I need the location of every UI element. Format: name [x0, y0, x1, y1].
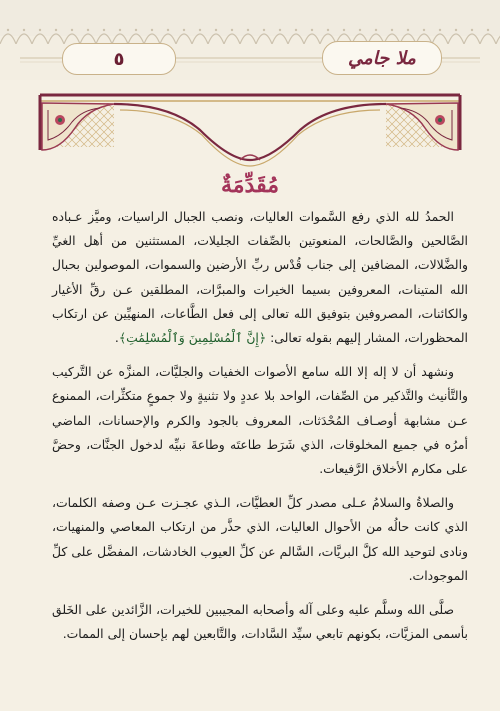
section-title: مُقَدِّمَةٌ	[220, 172, 280, 198]
body-text	[52, 205, 468, 656]
paragraph-text: الحمدُ لله الذي رفع السَّموات العاليات، ونصب الجبال الراسيات، وميَّز عـباده الصَّالحين والصَّالحات، المنعوتين بالصِّفات الجليلات، المستثنين من أهل الغيِّ والضَّلالات، المضافين إلى جناب قُدْس ربِّ الأرضين والسموات، الموصولين بحبال الله المتينات، المعروفين بسيما الخيرات والمبرَّات، المطلقين عـن رقِّ الأغيار والكائنات، المصروفين بتوفيق الله تعالى إلى فعل الطَّاعات، المنهيِّين عن ارتكاب المحظورات، المشار إليهم بقوله تعالى:	[52, 209, 468, 346]
quran-verse: ﴿إِنَّ ٱلْمُسْلِمِينَ وَٱلْمُسْلِمَٰتِ﴾	[118, 330, 267, 346]
paragraph: صلَّى الله وسلَّم عليه وعلى آله وأصحابه المجيبين للخيرات، الزَّائدين على الخَلق بأسمى المزيَّات، بكونهم تابعي سيِّد السَّادات، والتَّابعين لهم بإحسان إلى الممات.	[52, 602, 468, 642]
right-corner-ornament	[386, 103, 458, 150]
left-corner-ornament	[42, 103, 114, 150]
paragraph-tail: .	[114, 330, 119, 346]
page-number: ٥	[113, 48, 125, 70]
logo-text: ملا جامي	[348, 47, 416, 69]
paragraph	[52, 205, 468, 350]
paragraph: ونشهد أن لا إله إلا الله سامع الأصوات الخفيات والجليَّات، المنزَّه عن التَّركيب والتَّأنيث والتَّذكير من الصِّفات، الواحد بلا عددٍ ولا تثنيةٍ ولا جموعٍ متكثِّرات، الممنوع عـن مشابهة أوصـاف المُحْدَثات، المعروف بالجود والكرم والإحسانات، الماضي أمرُه في جميع المخلوقات، الذي شَرَط طاعتَه وطاعةَ نبيِّه لدخول الجنَّات، وحضَّ على مكارم الأخلاق الرَّفيعات.	[52, 364, 468, 477]
title-arch	[114, 104, 386, 166]
paragraph: والصلاةُ والسلامُ عـلى مصدر كلِّ العطيَّات، الـذي عجـزت عـن وصفه الكلمات، الذي كانت حالُه من الأحوال العاليات، الذي حذَّر من ارتكاب المعاصي والمنهيات، ونادى لتوحيد الله كلَّ البريَّات، السَّالم عن كلِّ العيوب الخادشات، المفضَّل على كلِّ الموجودات.	[52, 495, 468, 583]
